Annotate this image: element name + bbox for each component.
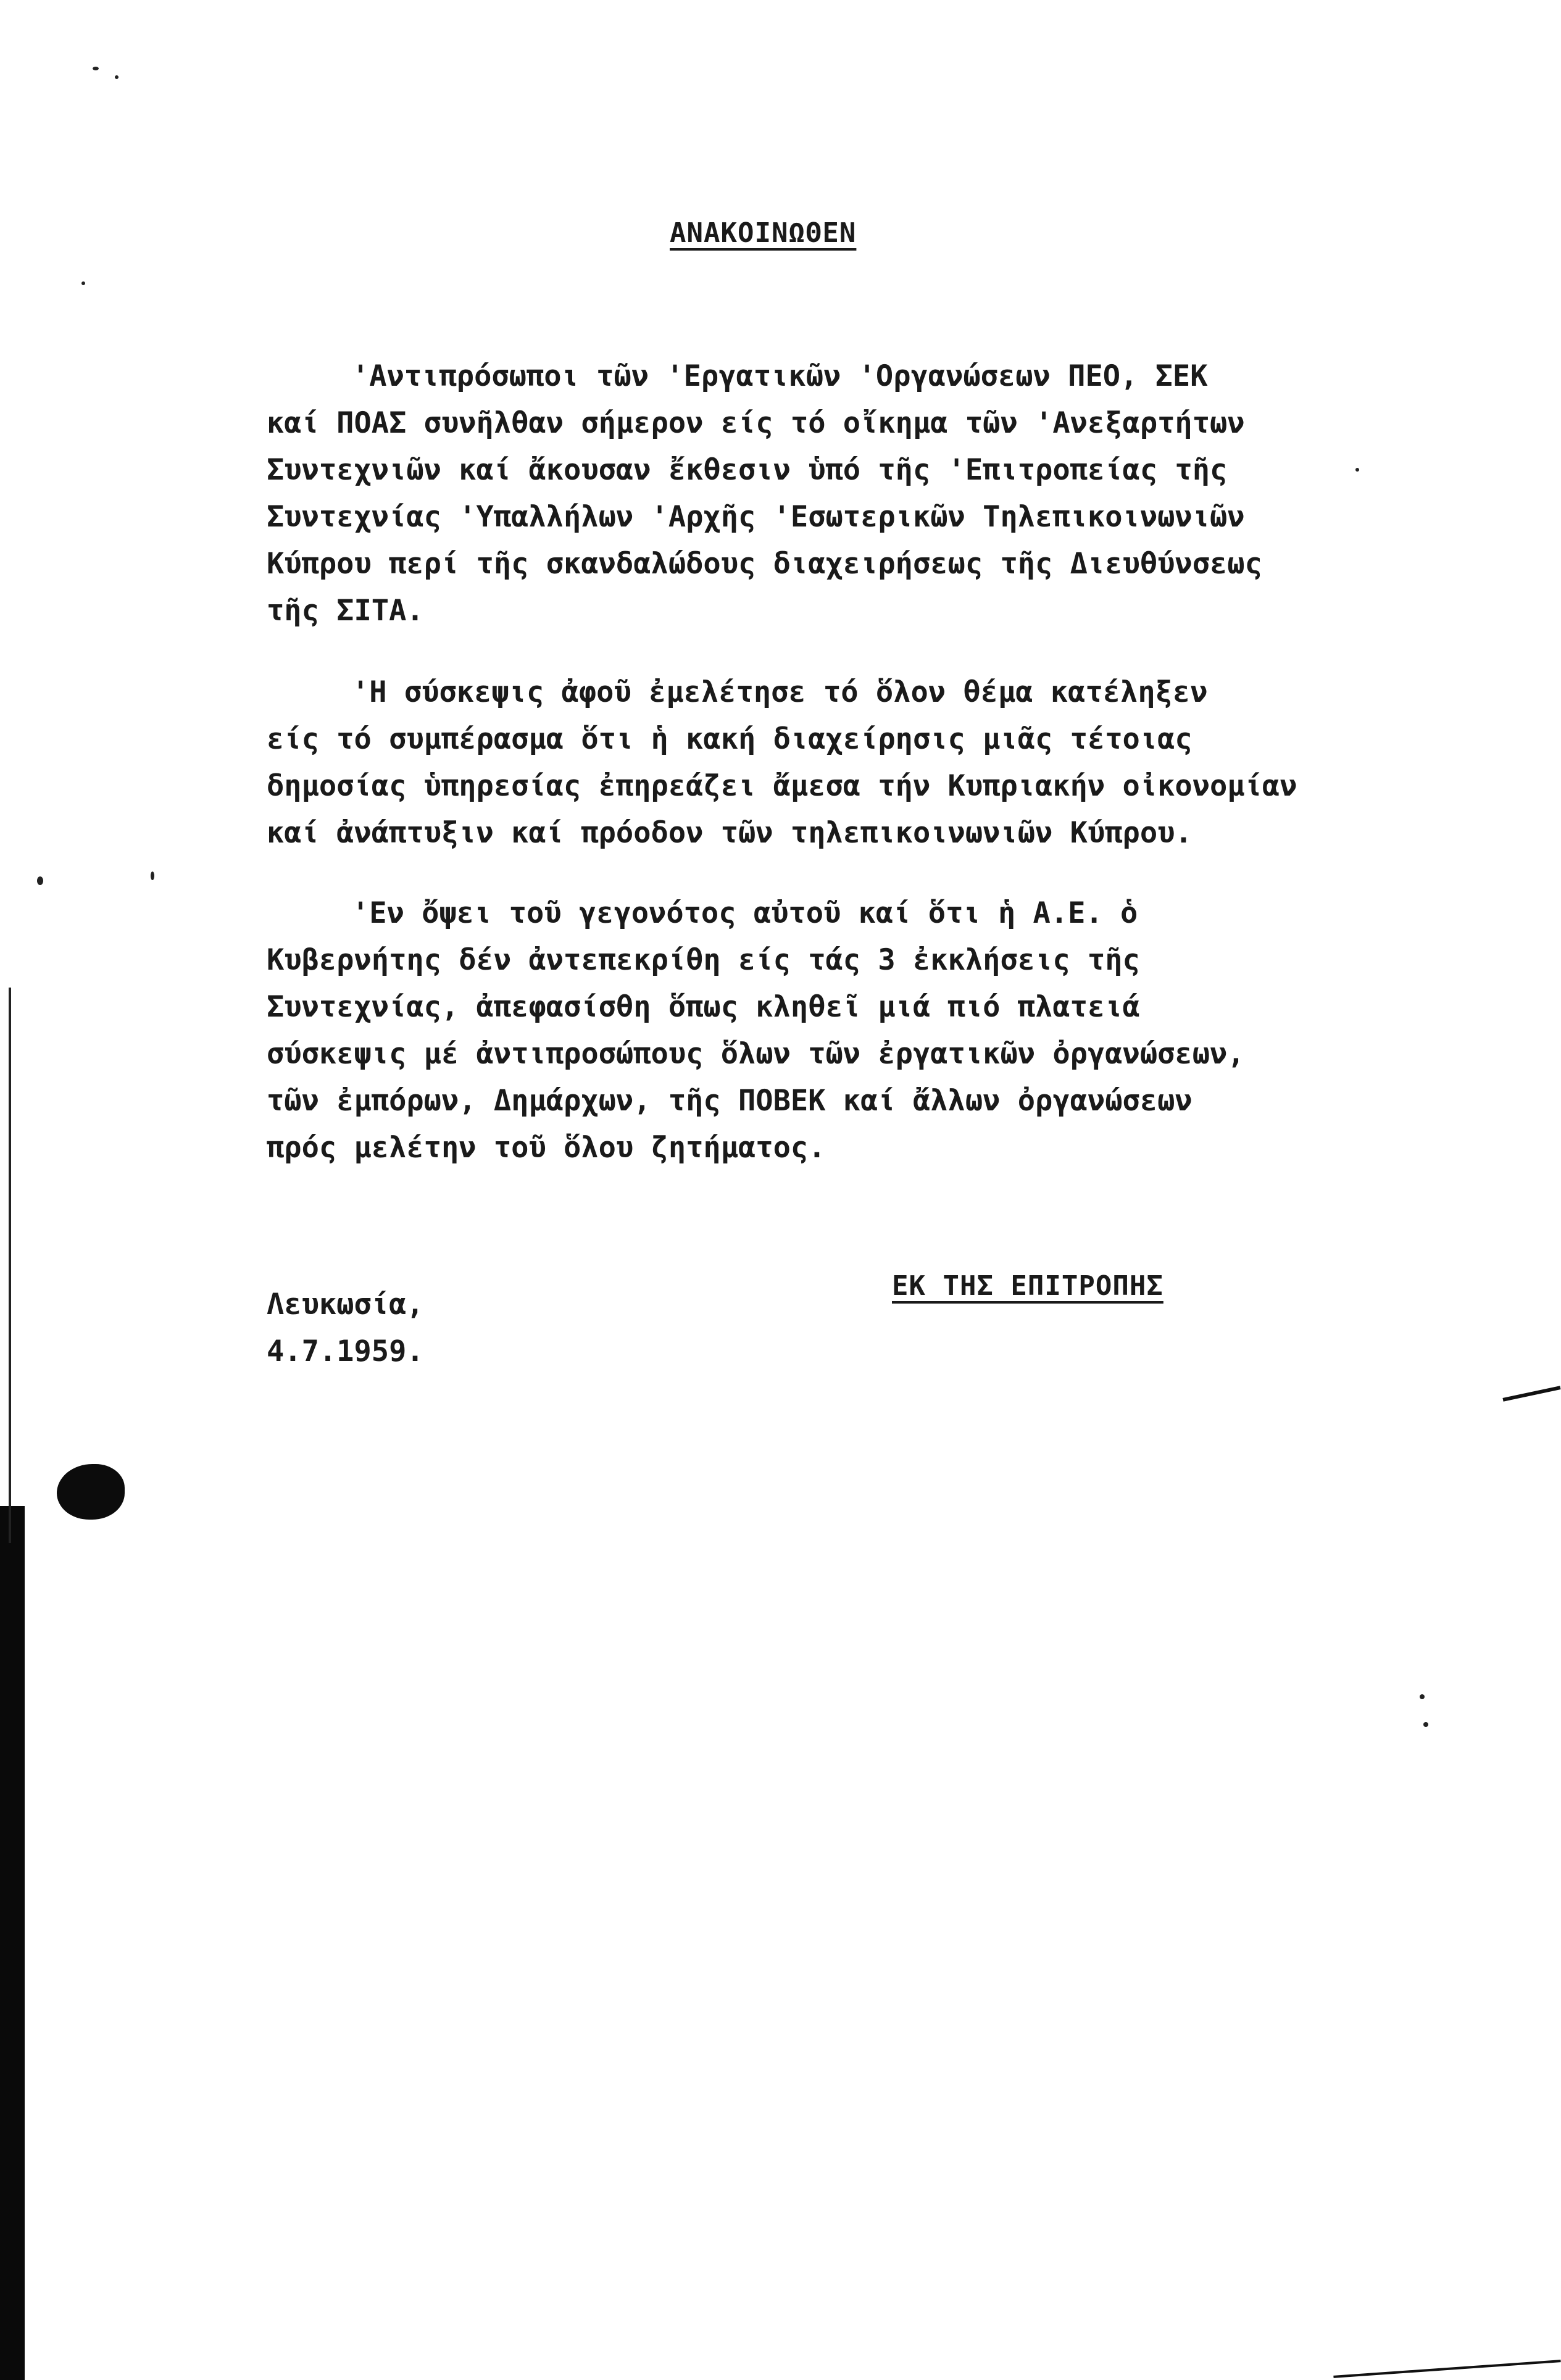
signoff: ΕΚ ΤΗΣ ΕΠΙΤΡΟΠΗΣ: [892, 1270, 1163, 1302]
paragraph-3: [267, 890, 1396, 1171]
paragraph-line: 'Εν ὄψει τοῦ γεγονότος αὐτοῦ καί ὅτι ἡ Α.Ε. ὁ: [352, 896, 1138, 930]
paragraph-line: τῆς ΣΙΤΑ.: [267, 594, 424, 628]
scan-mark-bottom: [1333, 2360, 1560, 2378]
date: 4.7.1959.: [267, 1334, 424, 1368]
scan-mark-right: [1502, 1386, 1560, 1402]
paragraph-line: πρός μελέτην τοῦ ὅλου ζητήματος.: [267, 1131, 826, 1165]
document-title: ΑΝΑΚΟΙΝΩΘΕΝ: [670, 217, 857, 249]
paragraph-line: 'Η σύσκεψις ἀφοῦ ἐμελέτησε τό ὅλον θέμα κατέληξεν: [352, 675, 1208, 709]
paragraph-line: Συντεχνίας, ἀπεφασίσθη ὅπως κληθεῖ μιά πιό πλατειά: [267, 990, 1140, 1024]
scan-speck: [1420, 1694, 1425, 1699]
paragraph-line: Κυβερνήτης δέν ἀντεπεκρίθη είς τάς 3 ἐκκλήσεις τῆς: [267, 943, 1140, 977]
paragraph-line: 'Αντιπρόσωποι τῶν 'Εργατικῶν 'Οργανώσεων ΠΕΟ, ΣΕΚ: [352, 359, 1208, 393]
place: Λευκωσία,: [267, 1288, 424, 1321]
scan-speck: [115, 75, 119, 79]
paragraph-line: Συντεχνίας 'Υπαλλήλων 'Αρχῆς 'Εσωτερικῶν Τηλεπικοινωνιῶν: [267, 500, 1245, 534]
paragraph-line: δημοσίας ὑπηρεσίας ἐπηρεάζει ἄμεσα τήν Κυπριακήν οἰκονομίαν: [267, 769, 1297, 803]
scan-speck: [37, 876, 43, 885]
place-date-block: [267, 1281, 424, 1375]
paragraph-1: [267, 353, 1396, 635]
paragraph-line: τῶν ἐμπόρων, Δημάρχων, τῆς ΠΟΒΕΚ καί ἄλλων ὀργανώσεων: [267, 1084, 1193, 1118]
scan-speck: [151, 872, 154, 880]
scan-speck: [1423, 1722, 1428, 1727]
paragraph-line: καί ΠΟΑΣ συνῆλθαν σήμερον είς τό οἴκημα τῶν 'Ανεξαρτήτων: [267, 406, 1245, 440]
paragraph-2: [267, 669, 1396, 857]
paragraph-line: Συντεχνιῶν καί ἄκουσαν ἔκθεσιν ὑπό τῆς 'Επιτροπείας τῆς: [267, 453, 1228, 487]
scan-speck: [93, 67, 99, 70]
ink-blot: [57, 1464, 125, 1520]
scan-edge-shadow: [0, 1506, 25, 2380]
paragraph-line: είς τό συμπέρασμα ὅτι ἡ κακή διαχείρησις μιᾶς τέτοιας: [267, 722, 1193, 756]
paragraph-line: καί ἀνάπτυξιν καί πρόοδον τῶν τηλεπικοινωνιῶν Κύπρου.: [267, 816, 1193, 850]
paragraph-line: Κύπρου περί τῆς σκανδαλώδους διαχειρήσεως τῆς Διευθύνσεως: [267, 547, 1262, 581]
scan-speck: [81, 281, 85, 285]
scan-edge-line: [9, 988, 11, 1543]
paragraph-line: σύσκεψις μέ ἀντιπροσώπους ὅλων τῶν ἐργατικῶν ὀργανώσεων,: [267, 1037, 1245, 1071]
